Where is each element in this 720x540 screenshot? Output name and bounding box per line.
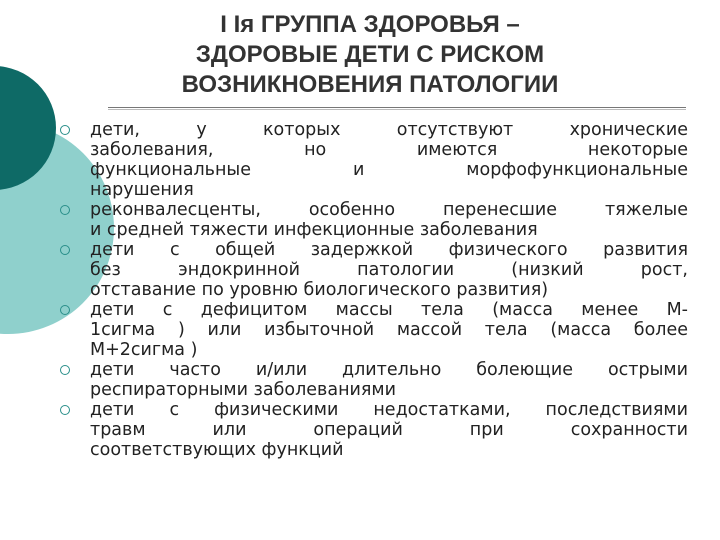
bullet-icon (60, 305, 70, 315)
bullet-icon (60, 365, 70, 375)
list-item-line: дети с общей задержкой физического развития (90, 240, 688, 260)
list-item-line: дети с дефицитом массы тела (масса менее М- (90, 300, 688, 320)
title-line-2: ЗДОРОВЫЕ ДЕТИ С РИСКОМ (195, 41, 545, 68)
list-item-line: и средней тяжести инфекционные заболевания (90, 220, 538, 240)
list-item-line: нарушения (90, 180, 194, 200)
bullet-icon (60, 205, 70, 215)
bullet-icon (60, 125, 70, 135)
list-item (60, 300, 688, 360)
list-item (60, 360, 688, 400)
list-item-line: М+2сигма ) (90, 340, 198, 360)
list-item-line: респираторными заболеваниями (90, 380, 396, 400)
list-item (60, 240, 688, 300)
title-line-1: I Iя ГРУППА ЗДОРОВЬЯ – (220, 11, 520, 38)
list-item (60, 120, 688, 200)
list-item-line: дети, у которых отсутствуют хронические (90, 120, 688, 140)
list-item (60, 200, 688, 240)
list-item-line: соответствующих функций (90, 440, 344, 460)
list-item-line: дети с физическими недостатками, последствиями (90, 400, 688, 420)
bullet-icon (60, 245, 70, 255)
list-item-line: отставание по уровню биологического развития) (90, 280, 549, 300)
list-item-line: без эндокринной патологии (низкий рост, (90, 260, 688, 280)
title-line-3: ВОЗНИКНОВЕНИЯ ПАТОЛОГИИ (181, 71, 559, 98)
title-divider (108, 107, 686, 110)
slide-title (110, 10, 630, 100)
bullet-list (60, 120, 688, 460)
bullet-icon (60, 405, 70, 415)
list-item-line: дети часто и/или длительно болеющие острыми (90, 360, 688, 380)
list-item-line: реконвалесценты, особенно перенесшие тяжелые (90, 200, 688, 220)
list-item-line: функциональные и морфофункциональные (90, 160, 688, 180)
list-item-line: заболевания, но имеются некоторые (90, 140, 688, 160)
list-item-line: травм или операций при сохранности (90, 420, 688, 440)
list-item-line: 1сигма ) или избыточной массой тела (масса более (90, 320, 688, 340)
list-item (60, 400, 688, 460)
